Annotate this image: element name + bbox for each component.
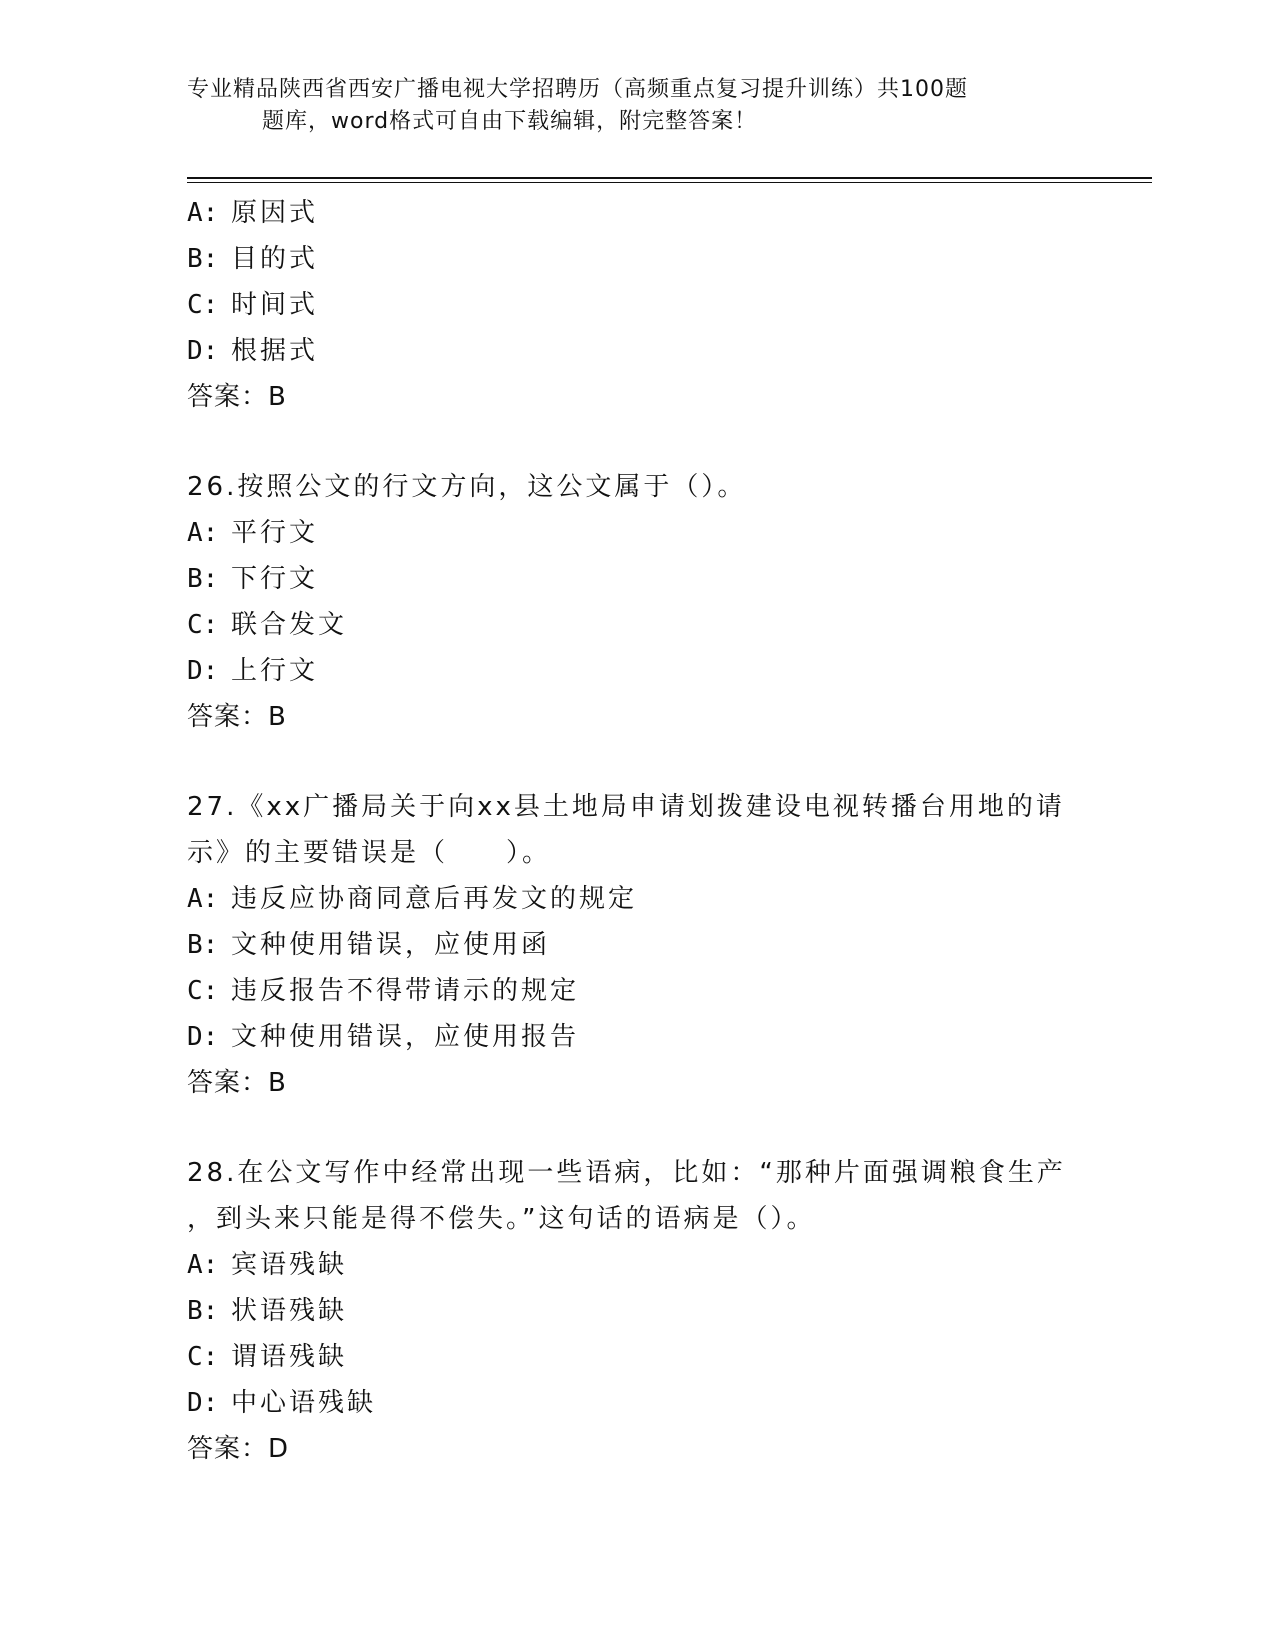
option-text: 平行文 bbox=[231, 518, 319, 548]
spacer bbox=[187, 740, 1087, 784]
option-letter: A: bbox=[187, 884, 219, 914]
header-line-1: 专业精品陕西省西安广播电视大学招聘历（高频重点复习提升训练）共100题 bbox=[187, 77, 968, 102]
option-b bbox=[187, 236, 1087, 282]
option-text: 违反应协商同意后再发文的规定 bbox=[231, 884, 638, 914]
option-text: 中心语残缺 bbox=[231, 1388, 377, 1418]
option-letter: D: bbox=[187, 656, 219, 686]
option-letter: C: bbox=[187, 610, 219, 640]
option-letter: A: bbox=[187, 198, 219, 228]
option-d bbox=[187, 328, 1087, 374]
option-text: 根据式 bbox=[231, 336, 319, 366]
option-letter: B: bbox=[187, 244, 219, 274]
header-divider-thin bbox=[187, 182, 1152, 183]
question-title-line-1: 28.在公文写作中经常出现一些语病，比如：“那种片面强调粮食生产 bbox=[187, 1158, 1066, 1188]
option-letter: C: bbox=[187, 976, 219, 1006]
question-title: 26.按照公文的行文方向，这公文属于（）。 bbox=[187, 472, 747, 502]
answer-line: 答案：B bbox=[187, 1068, 287, 1098]
option-c bbox=[187, 282, 1087, 328]
option-d bbox=[187, 648, 1087, 694]
option-a bbox=[187, 876, 1087, 922]
option-b bbox=[187, 922, 1087, 968]
question-title-line-2: 示》的主要错误是（ ）。 bbox=[187, 838, 552, 868]
question-26 bbox=[187, 464, 1087, 740]
spacer bbox=[187, 1106, 1087, 1150]
option-letter: D: bbox=[187, 1388, 219, 1418]
option-a bbox=[187, 1242, 1087, 1288]
question-28 bbox=[187, 1150, 1087, 1472]
option-text: 时间式 bbox=[231, 290, 319, 320]
document-header bbox=[187, 74, 1067, 138]
option-text: 原因式 bbox=[231, 198, 319, 228]
option-b bbox=[187, 1288, 1087, 1334]
question-title-line-2: ，到头来只能是得不偿失。”这句话的语病是（）。 bbox=[187, 1204, 816, 1234]
option-text: 下行文 bbox=[231, 564, 319, 594]
option-text: 联合发文 bbox=[231, 610, 348, 640]
option-text: 文种使用错误，应使用函 bbox=[231, 930, 551, 960]
option-letter: A: bbox=[187, 518, 219, 548]
option-text: 上行文 bbox=[231, 656, 319, 686]
option-text: 状语残缺 bbox=[231, 1296, 348, 1326]
answer-line: 答案：D bbox=[187, 1434, 290, 1464]
question-title-line-1: 27.《xx广播局关于向xx县土地局申请划拨建设电视转播台用地的请 bbox=[187, 792, 1065, 822]
option-text: 文种使用错误，应使用报告 bbox=[231, 1022, 580, 1052]
option-letter: C: bbox=[187, 1342, 219, 1372]
option-c bbox=[187, 602, 1087, 648]
option-c bbox=[187, 1334, 1087, 1380]
option-letter: D: bbox=[187, 336, 219, 366]
option-letter: B: bbox=[187, 564, 219, 594]
option-letter: A: bbox=[187, 1250, 219, 1280]
option-a bbox=[187, 190, 1087, 236]
header-divider-thick bbox=[187, 177, 1152, 179]
option-letter: C: bbox=[187, 290, 219, 320]
option-d bbox=[187, 1014, 1087, 1060]
option-text: 目的式 bbox=[231, 244, 319, 274]
option-text: 谓语残缺 bbox=[231, 1342, 348, 1372]
option-letter: D: bbox=[187, 1022, 219, 1052]
question-25 bbox=[187, 190, 1087, 420]
option-b bbox=[187, 556, 1087, 602]
option-letter: B: bbox=[187, 930, 219, 960]
answer-line: 答案：B bbox=[187, 702, 287, 732]
option-text: 宾语残缺 bbox=[231, 1250, 348, 1280]
spacer bbox=[187, 420, 1087, 464]
option-c bbox=[187, 968, 1087, 1014]
question-27 bbox=[187, 784, 1087, 1106]
option-a bbox=[187, 510, 1087, 556]
question-list bbox=[187, 190, 1087, 1472]
header-line-2: 题库，word格式可自由下载编辑，附完整答案！ bbox=[262, 109, 758, 134]
option-text: 违反报告不得带请示的规定 bbox=[231, 976, 580, 1006]
option-d bbox=[187, 1380, 1087, 1426]
answer-line: 答案：B bbox=[187, 382, 287, 412]
option-letter: B: bbox=[187, 1296, 219, 1326]
